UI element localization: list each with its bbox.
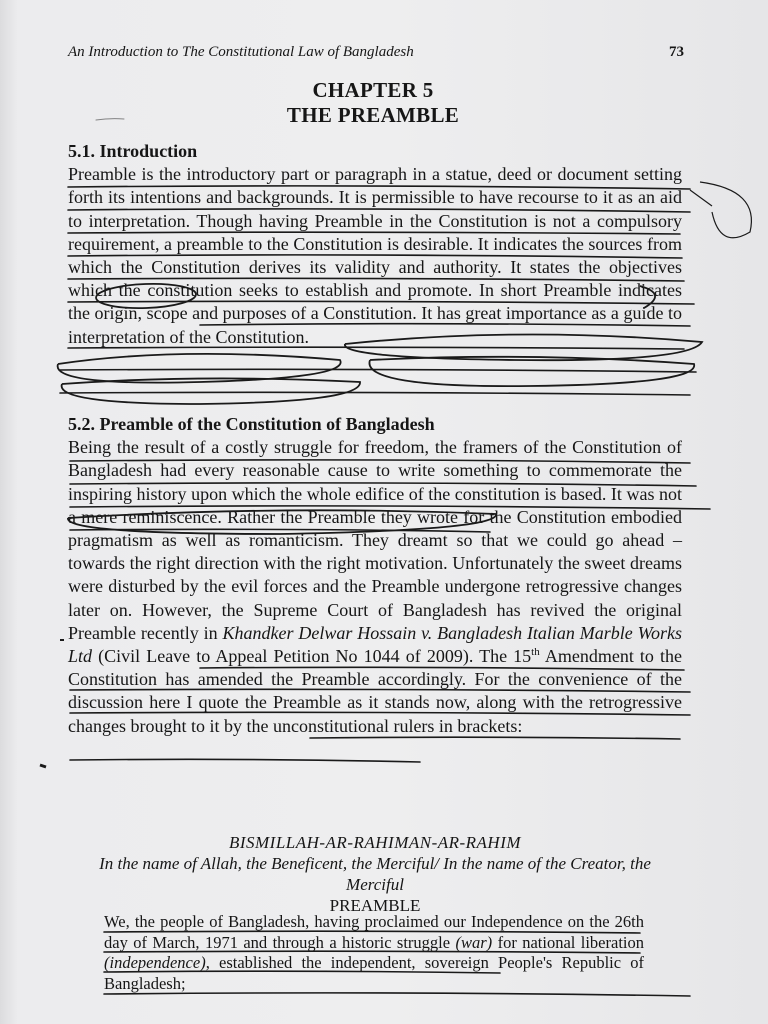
- page-number: 73: [669, 44, 684, 60]
- bracketed-change: (war): [455, 932, 493, 952]
- bracketed-change: (independence): [104, 953, 206, 972]
- preamble-text: We, the people of Bangladesh, having proclaimed our Independence on the 26th day of March, 1971 and through a historic struggle: [104, 912, 644, 952]
- section-preamble-bangladesh: [68, 413, 682, 738]
- preamble-label: PREAMBLE: [329, 896, 421, 915]
- paragraph-text: Being the result of a costly struggle for freedom, the framers of the Constitution of Bangladesh had every reasonable cause to write something to commemorate the inspiring history upon which the whole edifice of the constitution is based. It was not a mere reminiscence. Rather the Preamble they wrote for the Constitution embodied pragmatism as well as romanticism. They dreamt so that we could go ahead – towards the right direction with the right motivation. Unfortunately the sweet dreams were disturbed by the evil forces and the Preamble undergone retrogressive changes later on. However, the Supreme Court of Bangladesh has revived the original Preamble recently in: [68, 437, 682, 643]
- preamble-paragraph: [104, 912, 644, 994]
- invocation-translation: In the name of Allah, the Beneficent, the Merciful/ In the name of the Creator, the Merciful: [99, 854, 651, 894]
- preamble-invocation: [68, 832, 682, 916]
- bismillah-line: BISMILLAH-AR-RAHIMAN-AR-RAHIM: [228, 833, 522, 852]
- chapter-number: CHAPTER 5: [312, 78, 434, 102]
- section-introduction: [68, 140, 682, 349]
- book-title: An Introduction to The Constitutional Law of Bangladesh: [68, 44, 414, 60]
- preamble-text: for national liberation: [492, 932, 644, 952]
- paragraph-text: (Civil Leave to Appeal Petition No 1044 of 2009). The 15: [92, 646, 532, 667]
- paragraph-text: Amendment to the Constitution has amended the Preamble accordingly. For the convenience of the discussion here I quote the Preamble as it stands now, along with the retrogressive changes brought to it by the unconstitutional rulers in brackets:: [68, 646, 682, 736]
- running-header: [68, 44, 688, 61]
- section-paragraph: Preamble is the introductory part or paragraph in a statue, deed or document setting forth its intentions and backgrounds. It is permissible to have recourse to it as an aid to interpretation. Though having Preamble in the Constitution is not a compulsory requirement, a preamble to the Constitution is desirable. It indicates the sources from which the Constitution derives its validity and authority. It states the objectives which the constitution seeks to establish and promote. In short Preamble indicates the origin, scope and purposes of a Constitution. It has great importance as a guide to interpretation of the Constitution.: [68, 164, 682, 347]
- section-heading: 5.1. Introduction: [68, 141, 198, 161]
- chapter-title: THE PREAMBLE: [286, 103, 460, 127]
- preamble-text: , established the independent, sovereign People's Republic of Bangladesh;: [104, 953, 644, 993]
- section-paragraph: [68, 436, 682, 738]
- superscript: th: [531, 646, 540, 659]
- section-heading: 5.2. Preamble of the Constitution of Bangladesh: [68, 414, 435, 434]
- case-name: Khandker Delwar Hossain v. Bangladesh Italian Marble Works Ltd: [68, 622, 682, 667]
